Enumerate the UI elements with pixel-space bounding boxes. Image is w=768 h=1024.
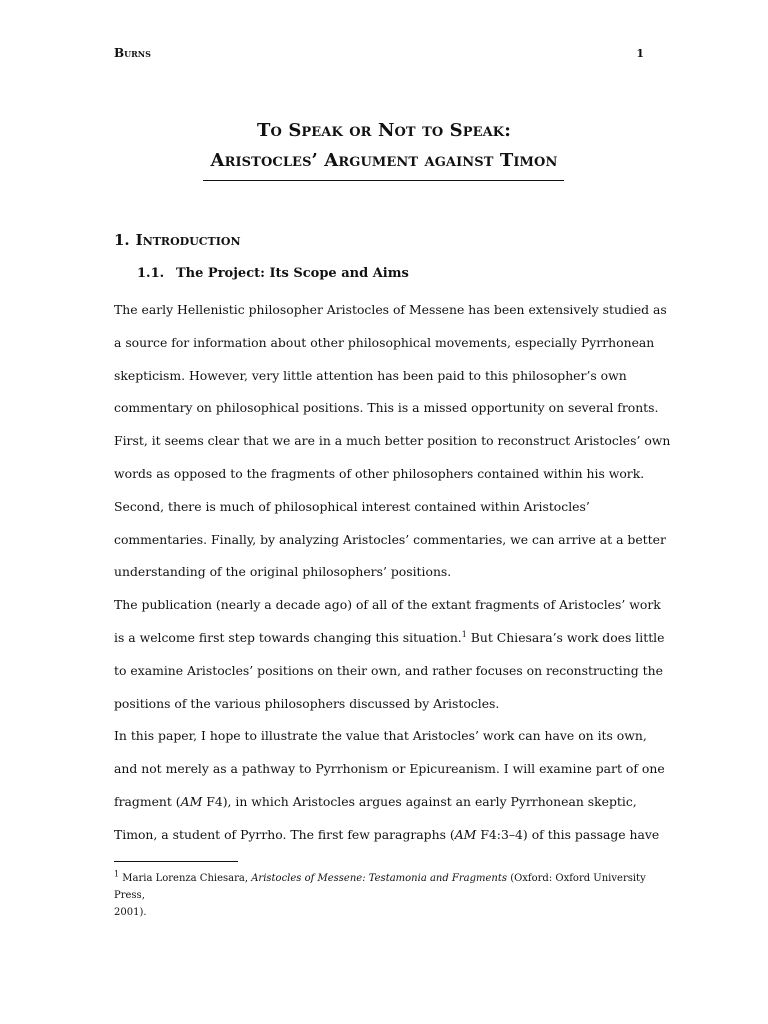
body-line: and not merely as a pathway to Pyrrhonism or Epicureanism. I will examine part of one (114, 761, 665, 777)
body-text-span: Timon, a student of Pyrrho. The first few paragraphs ( (114, 826, 455, 842)
body-line: First, it seems clear that we are in a much better position to reconstruct Aristocles’ own (114, 433, 671, 449)
body-line: to examine Aristocles’ positions on their own, and rather focuses on reconstructing the (114, 662, 663, 678)
body-line (114, 786, 654, 819)
subsection-number: 1.1. (137, 266, 165, 281)
citation-abbrev: AM (180, 793, 203, 809)
body-line: words as opposed to the fragments of other philosophers contained within his work. (114, 465, 645, 481)
footnote-marker: 1 (114, 869, 120, 879)
subsection-heading (137, 266, 409, 281)
footnote-year: 2001). (114, 907, 147, 918)
section-title: Introduction (135, 231, 241, 249)
subsection-title: The Project: Its Scope and Aims (176, 266, 409, 281)
body-line: positions of the various philosophers discussed by Aristocles. (114, 695, 500, 711)
body-line: The early Hellenistic philosopher Aristocles of Messene has been extensively studied as (114, 302, 667, 317)
body-line: commentary on philosophical positions. This is a missed opportunity on several fronts. (114, 400, 659, 416)
body-line: Second, there is much of philosophical interest contained within Aristocles’ (114, 498, 590, 514)
body-line: a source for information about other philosophical movements, especially Pyrrhonean (114, 334, 655, 350)
footnote-ref[interactable]: 1 (461, 629, 467, 639)
title-line-1: To Speak or Not to Speak: (257, 120, 511, 141)
body-text-span: F4), in which Aristocles argues against an early Pyrrhonean skeptic, (202, 793, 637, 809)
body-text-span: F4:3–4) of this passage have (476, 826, 660, 842)
body-line: In this paper, I hope to illustrate the value that Aristocles’ work can have on its own, (114, 728, 647, 744)
body-text-span: fragment ( (114, 793, 181, 809)
body-text-span: But Chiesara’s work does little (466, 629, 665, 645)
title-rule (203, 180, 564, 181)
body-line (114, 622, 665, 655)
body-text-span: is a welcome first step towards changing this situation. (114, 629, 462, 645)
body-line: The publication (nearly a decade ago) of all of the extant fragments of Aristocles’ work (114, 597, 661, 613)
footnote (114, 870, 654, 921)
body-line: skepticism. However, very little attention has been paid to this philosopher’s own (114, 367, 627, 383)
running-head (114, 46, 644, 60)
paper-title (0, 116, 768, 176)
footnote-publisher: (Oxford: Oxford University Press, (114, 873, 646, 901)
page-number: 1 (636, 47, 644, 60)
section-number: 1. (114, 231, 130, 249)
footnote-author: Maria Lorenza Chiesara, (119, 873, 252, 884)
citation-abbrev: AM (454, 826, 477, 842)
body-text (114, 294, 671, 852)
body-line: understanding of the original philosophers’ positions. (114, 564, 452, 580)
body-line: commentaries. Finally, by analyzing Aristocles’ commentaries, we can arrive at a better (114, 531, 666, 547)
body-line (114, 819, 660, 852)
section-heading (114, 231, 241, 249)
running-head-author: Burns (114, 46, 151, 60)
title-line-2: Aristocles’ Argument against Timon (210, 150, 558, 171)
footnote-rule (114, 861, 238, 862)
footnote-book-title: Aristocles of Messene: Testamonia and Fragments (251, 873, 508, 884)
